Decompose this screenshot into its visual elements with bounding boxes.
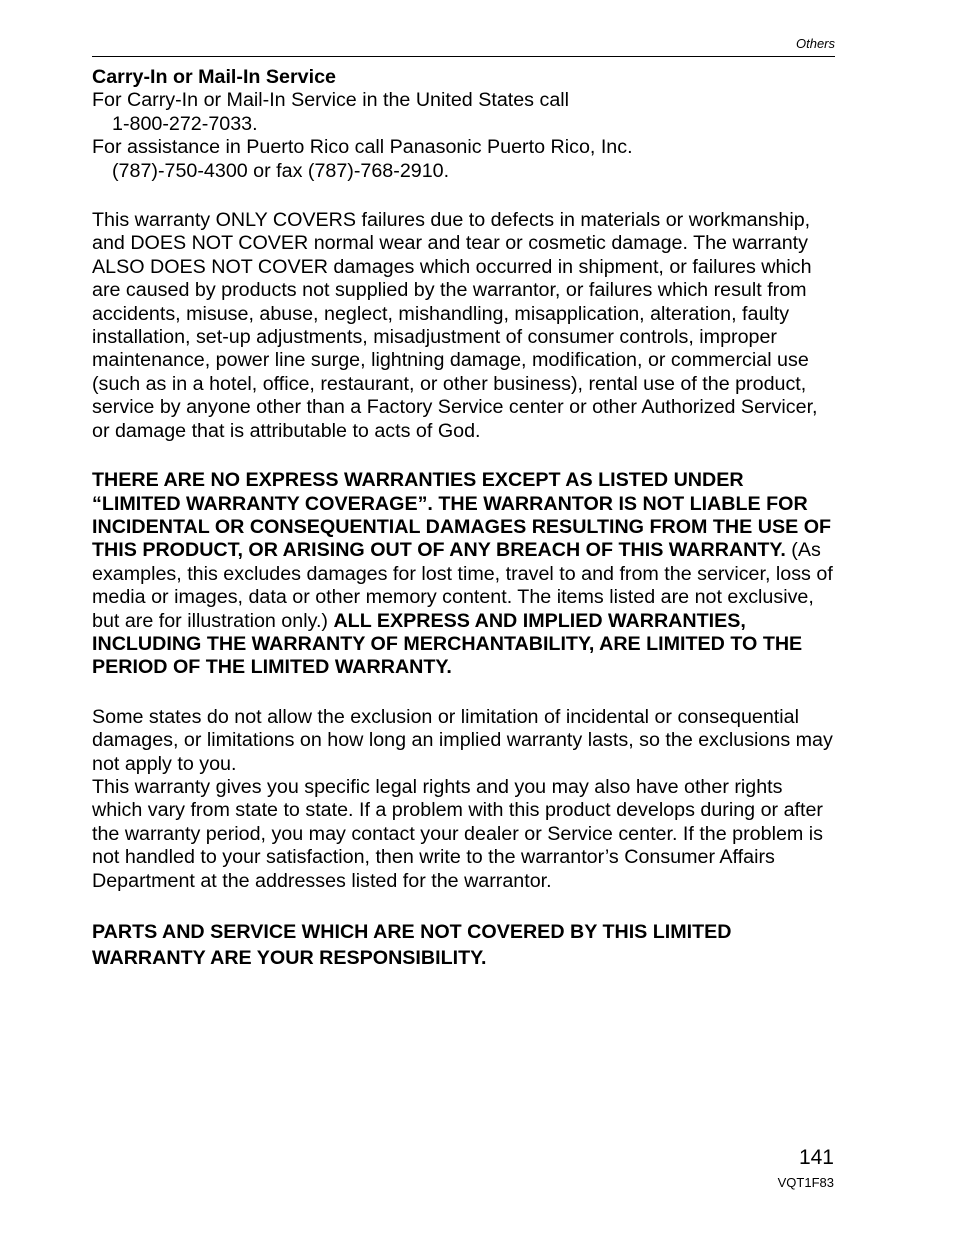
puerto-rico-line: For assistance in Puerto Rico call Panasonic Puerto Rico, Inc. [92,136,633,159]
coverage-paragraph: This warranty ONLY COVERS failures due to defects in materials or workmanship, and DOES NOT COVER normal wear and tear or cosmetic damage. The warranty ALSO DOES NOT COVER damages which occurred in shipment, or failures which are caused by products not supplied by the warrantor, or failures which result from accidents, misuse, abuse, neglect, mishandling, misapplication, alteration, faulty installation, set-up adjustments, misadjustment of consumer controls, improper maintenance, power line surge, lightning damage, modification, or commercial use (such as in a hotel, office, restaurant, or other business), rental use of the product, service by anyone other than a Factory Service center or other Authorized Servicer, or damage that is attributable to acts of God. [92,209,818,442]
us-service-phone: 1-800-272-7033. [112,112,258,135]
carry-in-heading: Carry-In or Mail-In Service [92,66,336,88]
model-code: VQT1F83 [777,1175,834,1190]
disclaimer-examples-text: (As examples, this excludes damages for lost time, travel to and from the servicer, loss of media or images, data or other memory content. The items listed are not exclusive, but are for illustration only.) [92,539,833,632]
responsibility-notice: PARTS AND SERVICE WHICH ARE NOT COVERED BY THIS LIMITED WARRANTY ARE YOUR RESPONSIBILITY. [92,921,732,969]
page-number: 141 [798,1146,834,1169]
spacer [92,183,835,209]
section-label: Others [795,36,835,51]
states-paragraph: Some states do not allow the exclusion or limitation of incidental or consequential damages, or limitations on how long an implied warranty lasts, so the exclusions may not apply to you. [92,705,833,775]
implied-warranties-text: ALL EXPRESS AND IMPLIED WARRANTIES, INCLUDING THE WARRANTY OF MERCHANTABILITY, ARE LIMITED TO THE PERIOD OF THE LIMITED WARRANTY. [92,609,803,679]
spacer [92,443,835,469]
page-content [92,66,835,971]
disclaimer-bold-text: THERE ARE NO EXPRESS WARRANTIES EXCEPT AS LISTED UNDER “LIMITED WARRANTY COVERAGE”. THE WARRANTOR IS NOT LIABLE FOR INCIDENTAL OR CONSEQUENTIAL DAMAGES RESULTING FROM THE USE OF THIS PRODUCT, OR ARISING OUT OF ANY BREACH OF THIS WARRANTY. [92,469,832,562]
spacer [92,680,835,706]
us-service-line: For Carry-In or Mail-In Service in the United States call [92,89,570,112]
spacer [92,893,835,919]
header-rule [92,56,835,57]
legal-rights-paragraph: This warranty gives you specific legal rights and you may also have other rights which vary from state to state. If a problem with this product develops during or after the warranty period, you may contact your dealer or Service center. If the problem is not handled to your satisfaction, then write to the warrantor’s Consumer Affairs Department at the addresses listed for the warrantor. [92,775,823,892]
puerto-rico-phone: (787)-750-4300 or fax (787)-768-2910. [112,159,450,182]
disclaimer-paragraph [92,469,835,680]
